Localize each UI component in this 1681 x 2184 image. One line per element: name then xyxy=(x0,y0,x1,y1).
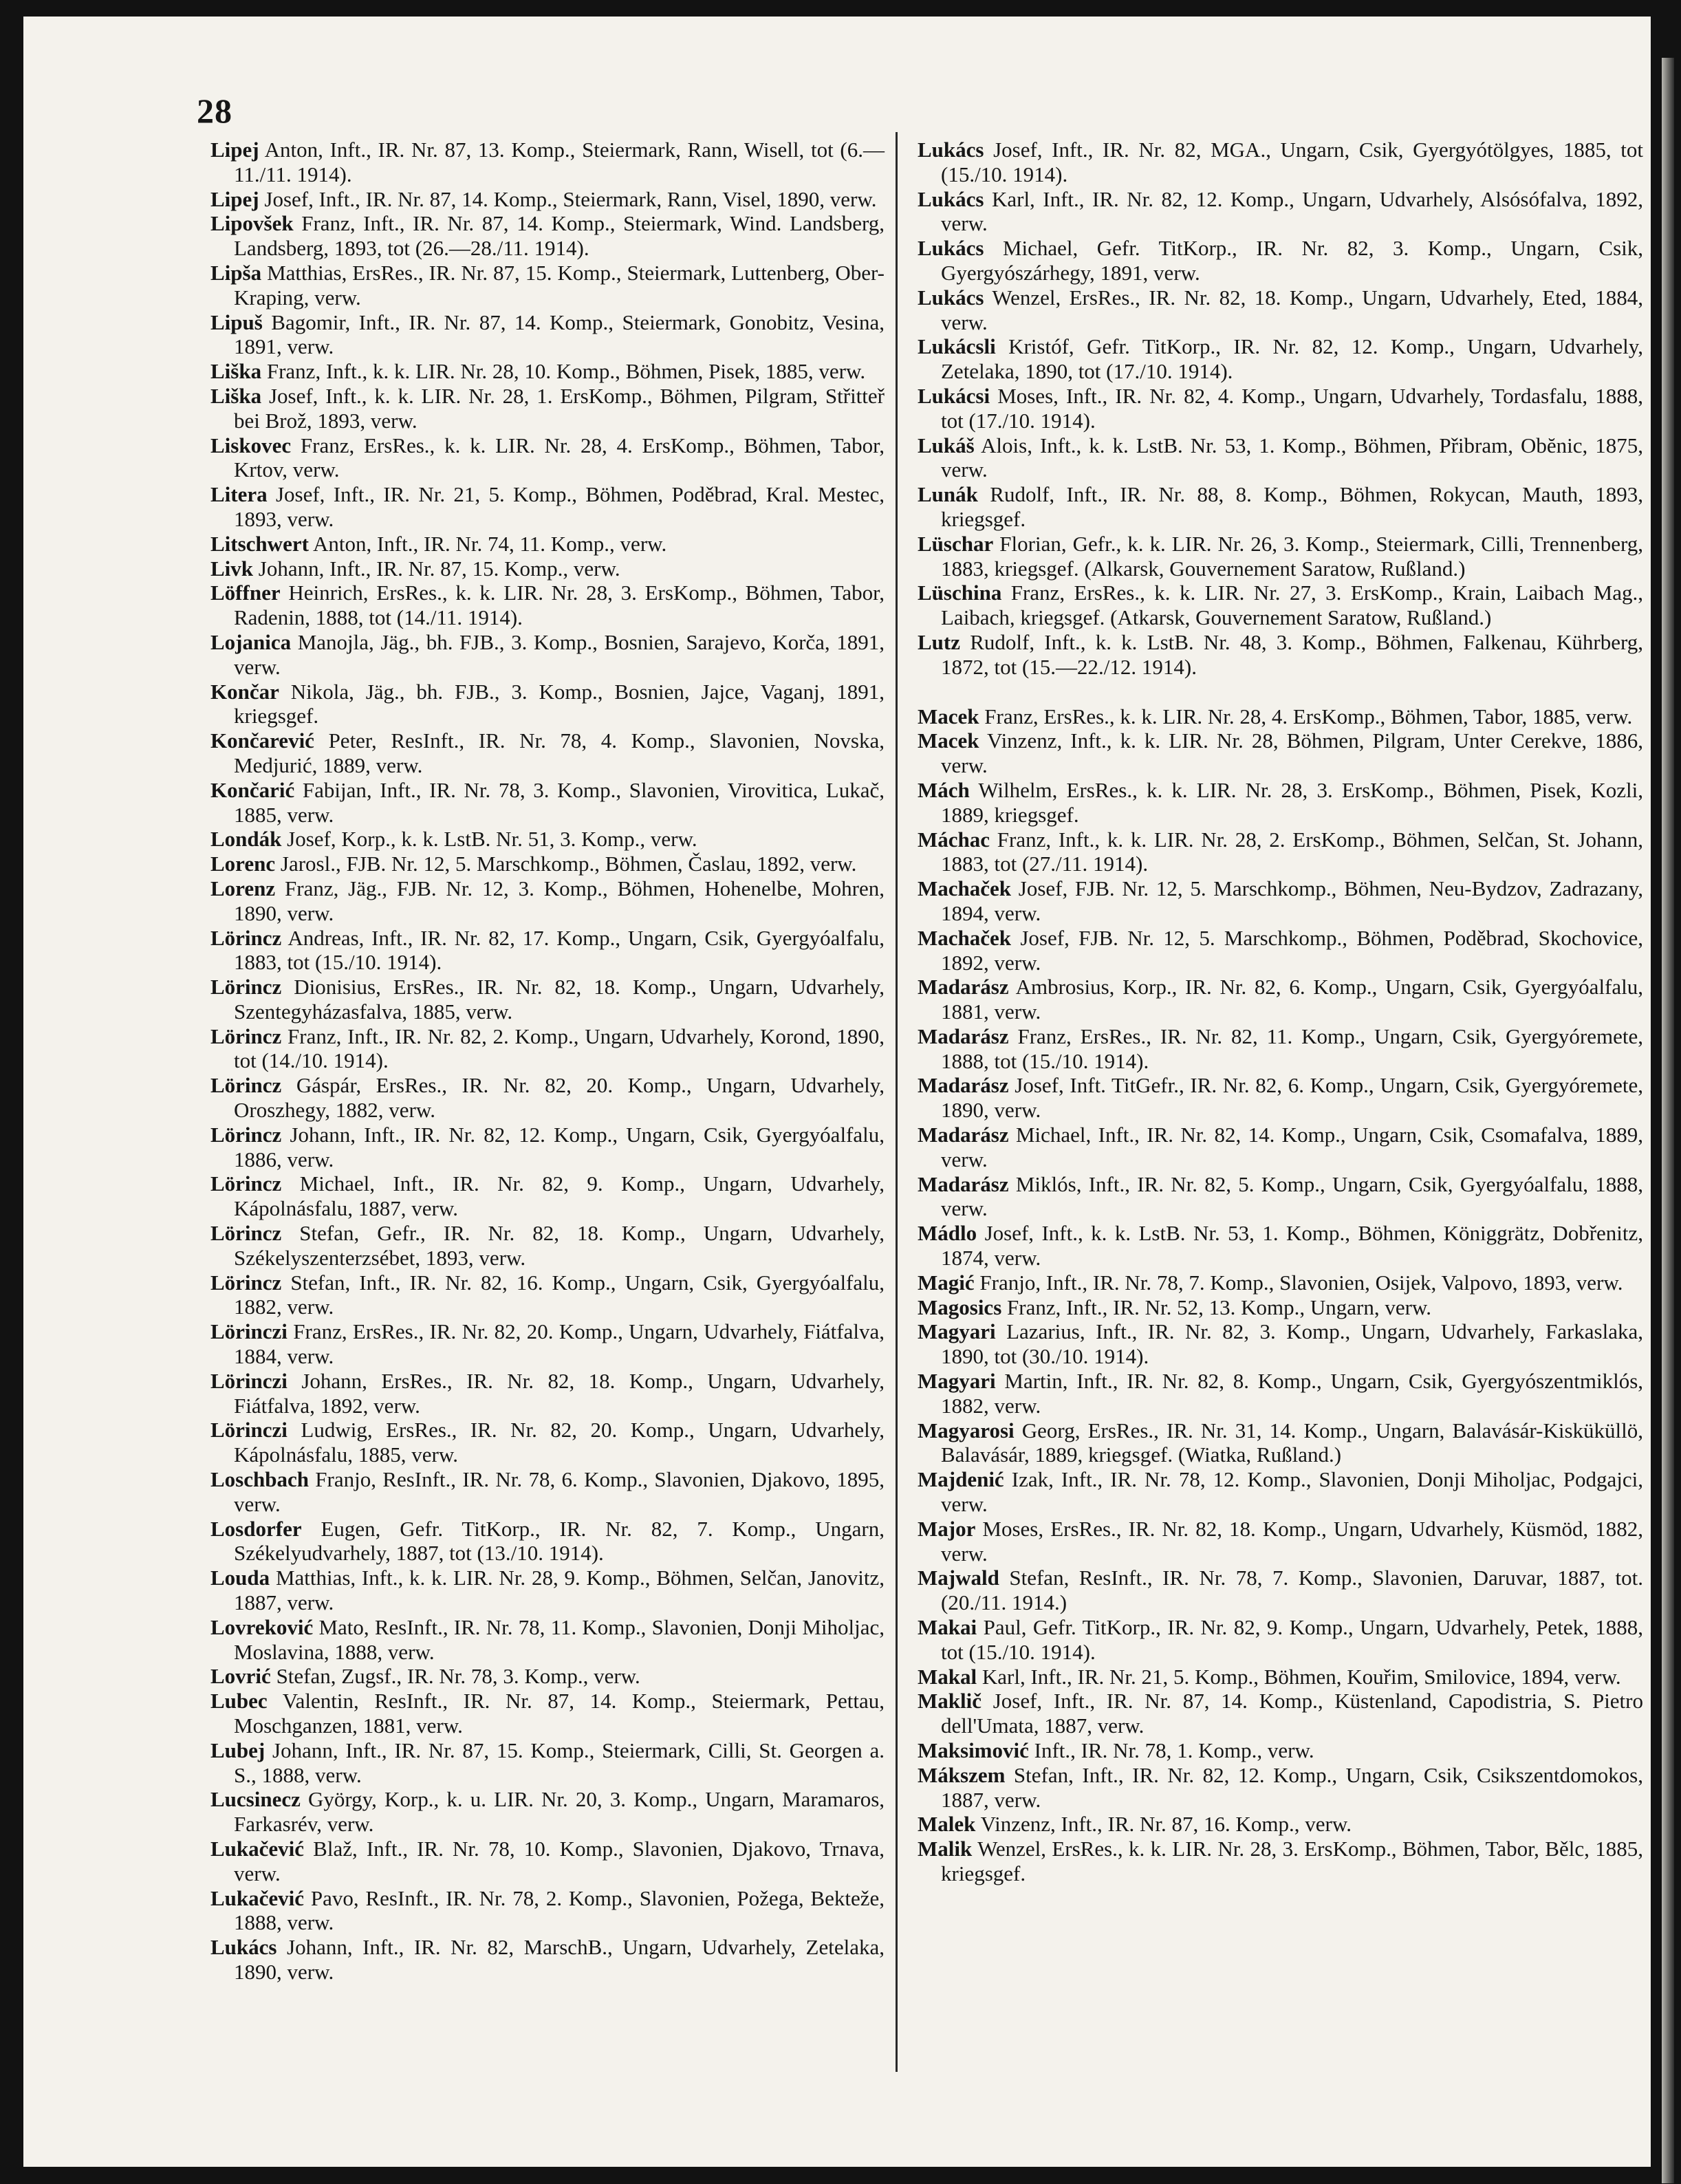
register-entry xyxy=(210,1319,885,1369)
entry-details: Florian, Gefr., k. k. LIR. Nr. 26, 3. Komp., Steiermark, Cilli, Trennenberg, 1883, kriegsgef. (Alkarsk, Gouvernement Saratow, Rußland.) xyxy=(941,531,1644,581)
register-entry xyxy=(210,1738,885,1788)
register-entry xyxy=(210,433,885,483)
entry-surname: Magyari xyxy=(918,1369,996,1394)
register-entry xyxy=(918,828,1643,877)
register-entry xyxy=(918,1172,1643,1222)
register-entry xyxy=(918,1763,1643,1813)
entry-surname: Litschwert xyxy=(210,531,309,556)
entry-details: Miklós, Inft., IR. Nr. 82, 5. Komp., Ungarn, Csik, Gyergyóalfalu, 1888, verw. xyxy=(941,1171,1643,1221)
register-entry xyxy=(210,1123,885,1172)
entry-details: Stefan, ResInft., IR. Nr. 78, 7. Komp., Slavonien, Daruvar, 1887, tot. (20./11. 1914.) xyxy=(941,1566,1643,1615)
register-entry xyxy=(210,1517,885,1566)
register-entry xyxy=(918,581,1643,630)
register-entry xyxy=(918,1517,1643,1566)
entry-surname: Madarász xyxy=(918,1123,1009,1147)
entry-surname: Macek xyxy=(918,704,979,728)
register-entry xyxy=(210,138,885,187)
entry-surname: Končarić xyxy=(210,777,295,802)
entry-details: Franz, ErsRes., IR. Nr. 82, 11. Komp., Ungarn, Csik, Gyergyóremete, 1888, tot (15./10. 1914). xyxy=(941,1024,1643,1073)
entry-details: Dionisius, ErsRes., IR. Nr. 82, 18. Komp., Ungarn, Udvarhely, Szentegyházasfalva, 1885, verw. xyxy=(234,975,885,1024)
entry-surname: Louda xyxy=(210,1566,270,1590)
entry-surname: Máchac xyxy=(918,827,990,852)
register-entry xyxy=(210,876,885,926)
entry-details: Blaž, Inft., IR. Nr. 78, 10. Komp., Slavonien, Djakovo, Trnava, verw. xyxy=(234,1836,885,1885)
entry-details: Kristóf, Gefr. TitKorp., IR. Nr. 82, 12. Komp., Ungarn, Udvarhely, Zetelaka, 1890, tot (17./10. 1914). xyxy=(941,334,1643,384)
register-entry xyxy=(210,1024,885,1074)
register-entry xyxy=(918,532,1643,581)
register-entry xyxy=(918,334,1643,384)
register-entry xyxy=(210,1271,885,1320)
entry-surname: Madarász xyxy=(918,1171,1009,1196)
entry-details: Johann, Inft., IR. Nr. 87, 15. Komp., Steiermark, Cilli, St. Georgen a. S., 1888, verw. xyxy=(234,1738,885,1787)
entry-surname: Lubec xyxy=(210,1689,268,1713)
entry-details: Vinzenz, Inft., IR. Nr. 87, 16. Komp., verw. xyxy=(980,1812,1352,1837)
register-entry xyxy=(918,876,1643,926)
entry-surname: Mách xyxy=(918,777,970,802)
entry-surname: Lipša xyxy=(210,260,262,285)
register-entry xyxy=(210,680,885,729)
entry-details: Rudolf, Inft., k. k. LstB. Nr. 48, 3. Komp., Böhmen, Falkenau, Kührberg, 1872, tot (15.—22./12. 1914). xyxy=(941,629,1643,679)
register-entry xyxy=(210,1837,885,1886)
entry-surname: Makai xyxy=(918,1615,977,1640)
entry-details: Valentin, ResInft., IR. Nr. 87, 14. Komp., Steiermark, Pettau, Moschganzen, 1881, verw. xyxy=(234,1689,885,1738)
entry-details: Franjo, Inft., IR. Nr. 78, 7. Komp., Slavonien, Osijek, Valpovo, 1893, verw. xyxy=(979,1270,1623,1295)
entry-surname: Majdenić xyxy=(918,1467,1004,1492)
column-divider xyxy=(896,132,898,2072)
entry-surname: Mádlo xyxy=(918,1221,977,1246)
entry-surname: Major xyxy=(918,1516,976,1541)
entry-details: Ambrosius, Korp., IR. Nr. 82, 6. Komp., Ungarn, Csik, Gyergyóalfalu, 1881, verw. xyxy=(941,975,1643,1024)
entry-surname: Lukácsi xyxy=(918,383,990,408)
entry-surname: Litera xyxy=(210,482,268,507)
entry-surname: Lörincz xyxy=(210,1221,282,1246)
entry-surname: Lipuš xyxy=(210,310,263,334)
entry-surname: Končarević xyxy=(210,728,314,753)
register-entry xyxy=(918,728,1643,778)
register-entry xyxy=(918,138,1643,187)
entry-details: Stefan, Inft., IR. Nr. 82, 16. Komp., Ungarn, Csik, Gyergyóalfalu, 1882, verw. xyxy=(234,1270,885,1319)
entry-details: Josef, Inft. TitGefr., IR. Nr. 82, 6. Komp., Ungarn, Csik, Gyergyóremete, 1890, verw. xyxy=(941,1073,1644,1123)
entry-surname: Machaček xyxy=(918,876,1012,901)
entry-surname: Lubej xyxy=(210,1738,265,1762)
entry-details: Georg, ErsRes., IR. Nr. 31, 14. Komp., Ungarn, Balavásár-Kisküküllö, Balavásár, 1889, kriegsgef. (Wiatka, Rußland.) xyxy=(941,1418,1643,1467)
entry-details: Fabijan, Inft., IR. Nr. 78, 3. Komp., Slavonien, Virovitica, Lukač, 1885, verw. xyxy=(234,777,885,827)
entry-details: Stefan, Gefr., IR. Nr. 82, 18. Komp., Ungarn, Udvarhely, Székelyszenterzsébet, 1893, verw. xyxy=(234,1221,885,1270)
register-entry xyxy=(210,581,885,630)
entry-details: Josef, Inft., IR. Nr. 82, MGA., Ungarn, Csik, Gyergyótölgyes, 1885, tot (15./10. 1914). xyxy=(941,138,1643,186)
register-entry xyxy=(210,1664,885,1689)
entry-details: Matthias, ErsRes., IR. Nr. 87, 15. Komp., Steiermark, Luttenberg, Ober-Kraping, verw. xyxy=(234,260,885,310)
register-entry xyxy=(918,630,1643,680)
register-entry xyxy=(918,1738,1643,1763)
entry-surname: Livk xyxy=(210,556,254,581)
register-entry xyxy=(210,532,885,556)
entry-details: Josef, Inft., IR. Nr. 21, 5. Komp., Böhmen, Poděbrad, Kral. Mestec, 1893, verw. xyxy=(234,482,885,531)
left-entries xyxy=(210,138,885,1985)
entry-details: Mato, ResInft., IR. Nr. 78, 11. Komp., Slavonien, Donji Miholjac, Moslavina, 1888, verw. xyxy=(234,1614,885,1664)
page-edge-shadow xyxy=(1662,58,1674,2183)
register-entry xyxy=(210,975,885,1024)
register-entry xyxy=(210,556,885,581)
entry-surname: Löffner xyxy=(210,581,281,605)
document-page xyxy=(23,17,1651,2167)
register-entry xyxy=(210,1787,885,1837)
entry-surname: Lörinczi xyxy=(210,1368,288,1393)
register-entry xyxy=(210,1369,885,1418)
entry-details: Josef, Inft., IR. Nr. 87, 14. Komp., Steiermark, Rann, Visel, 1890, verw. xyxy=(264,186,877,211)
register-entry xyxy=(918,1024,1643,1074)
entry-details: Gáspár, ErsRes., IR. Nr. 82, 20. Komp., Ungarn, Udvarhely, Oroszhegy, 1882, verw. xyxy=(234,1073,885,1123)
entry-details: Moses, ErsRes., IR. Nr. 82, 18. Komp., Ungarn, Udvarhely, Küsmöd, 1882, verw. xyxy=(941,1516,1644,1566)
entry-details: Bagomir, Inft., IR. Nr. 87, 14. Komp., Steiermark, Gonobitz, Vesina, 1891, verw. xyxy=(234,310,885,359)
entry-details: Jarosl., FJB. Nr. 12, 5. Marschkomp., Böhmen, Časlau, 1892, verw. xyxy=(280,852,857,876)
entry-surname: Madarász xyxy=(918,975,1009,999)
register-entry xyxy=(918,1295,1643,1320)
entry-details: Michael, Gefr. TitKorp., IR. Nr. 82, 3. Komp., Ungarn, Csik, Gyergyószárhegy, 1891, verw. xyxy=(941,236,1643,285)
right-entries-lu xyxy=(918,138,1643,680)
entry-surname: Mákszem xyxy=(918,1762,1006,1787)
entry-surname: Lorenc xyxy=(210,852,276,876)
register-entry xyxy=(210,852,885,876)
entry-details: Franz, Jäg., FJB. Nr. 12, 3. Komp., Böhmen, Hohenelbe, Mohren, 1890, verw. xyxy=(234,876,885,925)
entry-surname: Lörincz xyxy=(210,1171,282,1196)
entry-details: Josef, FJB. Nr. 12, 5. Marschkomp., Böhmen, Poděbrad, Skochovice, 1892, verw. xyxy=(941,925,1643,975)
entry-surname: Lukačević xyxy=(210,1885,305,1910)
entry-surname: Madarász xyxy=(918,1073,1009,1098)
register-entry xyxy=(918,1123,1643,1172)
register-entry xyxy=(210,1171,885,1221)
entry-details: Johann, Inft., IR. Nr. 87, 15. Komp., verw. xyxy=(258,556,620,581)
entry-details: Alois, Inft., k. k. LstB. Nr. 53, 1. Komp., Böhmen, Přibram, Obĕnic, 1875, verw. xyxy=(941,433,1643,482)
entry-surname: Macek xyxy=(918,728,979,753)
register-entry xyxy=(210,1566,885,1615)
entry-details: Michael, Inft., IR. Nr. 82, 9. Komp., Ungarn, Udvarhely, Kápolnásfalu, 1887, verw. xyxy=(234,1171,885,1221)
entry-details: Rudolf, Inft., IR. Nr. 88, 8. Komp., Böhmen, Rokycan, Mauth, 1893, kriegsgef. xyxy=(941,482,1643,531)
entry-details: Andreas, Inft., IR. Nr. 82, 17. Komp., Ungarn, Csik, Gyergyóalfalu, 1883, tot (15./10. 1914). xyxy=(234,925,885,975)
entry-surname: Madarász xyxy=(918,1024,1009,1048)
entry-surname: Liška xyxy=(210,359,262,384)
entry-surname: Magyarosi xyxy=(918,1418,1015,1442)
entry-details: Wenzel, ErsRes., IR. Nr. 82, 18. Komp., Ungarn, Udvarhely, Eted, 1884, verw. xyxy=(941,285,1643,334)
entry-details: Lazarius, Inft., IR. Nr. 82, 3. Komp., Ungarn, Udvarhely, Farkaslaka, 1890, tot (30./10. 1914). xyxy=(941,1319,1643,1369)
entry-surname: Lovreković xyxy=(210,1614,314,1639)
right-column xyxy=(918,138,1643,1886)
entry-details: Martin, Inft., IR. Nr. 82, 8. Komp., Ungarn, Csik, Gyergyószentmiklós, 1882, verw. xyxy=(941,1369,1644,1418)
register-entry xyxy=(918,975,1643,1024)
register-entry xyxy=(210,728,885,778)
entry-surname: Maklič xyxy=(918,1689,982,1713)
register-entry xyxy=(918,1812,1643,1837)
register-entry xyxy=(210,261,885,310)
register-entry xyxy=(918,187,1643,237)
entry-details: Johann, Inft., IR. Nr. 82, 12. Komp., Ungarn, Csik, Gyergyóalfalu, 1886, verw. xyxy=(234,1122,885,1171)
entry-details: Karl, Inft., IR. Nr. 21, 5. Komp., Böhmen, Kouřim, Smilovice, 1894, verw. xyxy=(982,1664,1621,1689)
entry-details: Franz, ErsRes., k. k. LIR. Nr. 27, 3. ErsKomp., Krain, Laibach Mag., Laibach, kriegsgef. (Atkarsk, Gouvernement Saratow, Rußland.) xyxy=(941,581,1643,630)
left-column xyxy=(210,138,885,1985)
entry-details: Wilhelm, ErsRes., k. k. LIR. Nr. 28, 3. ErsKomp., Böhmen, Pisek, Kozli, 1889, kriegsgef. xyxy=(941,777,1643,827)
entry-surname: Lörincz xyxy=(210,925,282,950)
entry-surname: Končar xyxy=(210,679,279,704)
entry-details: Ludwig, ErsRes., IR. Nr. 82, 20. Komp., Ungarn, Udvarhely, Kápolnásfalu, 1885, verw. xyxy=(234,1418,885,1467)
register-entry xyxy=(918,1467,1643,1517)
entry-details: Anton, Inft., IR. Nr. 74, 11. Komp., verw. xyxy=(312,531,667,556)
register-entry xyxy=(210,1689,885,1738)
entry-details: Manojla, Jäg., bh. FJB., 3. Komp., Bosnien, Sarajevo, Korča, 1891, verw. xyxy=(234,629,885,679)
register-entry xyxy=(210,384,885,433)
entry-surname: Lipovšek xyxy=(210,211,294,236)
entry-surname: Lipej xyxy=(210,186,259,211)
register-entry xyxy=(918,1073,1643,1123)
register-entry xyxy=(918,1566,1643,1615)
entry-surname: Lutz xyxy=(918,629,960,654)
entry-surname: Lunák xyxy=(918,482,978,507)
entry-details: György, Korp., k. u. LIR. Nr. 20, 3. Komp., Ungarn, Maramaros, Farkasrév, verw. xyxy=(234,1787,885,1837)
register-entry xyxy=(210,1615,885,1665)
entry-details: Franjo, ResInft., IR. Nr. 78, 6. Komp., Slavonien, Djakovo, 1895, verw. xyxy=(234,1467,885,1516)
entry-details: Franz, ErsRes., IR. Nr. 82, 20. Komp., Ungarn, Udvarhely, Fiátfalva, 1884, verw. xyxy=(234,1319,885,1369)
register-entry xyxy=(210,1418,885,1467)
entry-surname: Magyari xyxy=(918,1319,996,1344)
entry-surname: Lörincz xyxy=(210,1122,282,1147)
entry-surname: Lukács xyxy=(918,285,984,310)
entry-details: Josef, Inft., IR. Nr. 87, 14. Komp., Küstenland, Capodistria, S. Pietro dell'Umata, 1887, verw. xyxy=(941,1689,1643,1738)
entry-surname: Lukács xyxy=(918,138,984,162)
register-entry xyxy=(210,1886,885,1936)
entry-surname: Loschbach xyxy=(210,1467,309,1492)
entry-surname: Magić xyxy=(918,1270,975,1295)
register-entry xyxy=(918,433,1643,483)
entry-details: Anton, Inft., IR. Nr. 87, 13. Komp., Steiermark, Rann, Wisell, tot (6.—11./11. 1914). xyxy=(234,138,885,186)
entry-surname: Lukačević xyxy=(210,1836,305,1861)
entry-surname: Liška xyxy=(210,383,262,408)
entry-surname: Lukácsli xyxy=(918,334,996,359)
entry-surname: Lovrić xyxy=(210,1664,271,1689)
entry-surname: Majwald xyxy=(918,1566,999,1590)
register-entry xyxy=(918,778,1643,828)
entry-details: Vinzenz, Inft., k. k. LIR. Nr. 28, Böhmen, Pilgram, Unter Cerekve, 1886, verw. xyxy=(941,728,1643,778)
register-entry xyxy=(210,1221,885,1271)
entry-surname: Lörinczi xyxy=(210,1418,288,1442)
entry-details: Franz, Inft., k. k. LIR. Nr. 28, 10. Komp., Böhmen, Pisek, 1885, verw. xyxy=(266,359,866,384)
entry-surname: Magosics xyxy=(918,1295,1002,1319)
entry-details: Josef, Inft., k. k. LIR. Nr. 28, 1. ErsKomp., Böhmen, Pilgram, Střitteř bei Brož, 1893, verw. xyxy=(234,383,885,433)
entry-details: Paul, Gefr. TitKorp., IR. Nr. 82, 9. Komp., Ungarn, Udvarhely, Petek, 1888, tot (15./10. 1914). xyxy=(941,1615,1644,1664)
entry-surname: Lüschina xyxy=(918,581,1002,605)
register-entry xyxy=(210,187,885,212)
register-entry xyxy=(918,1615,1643,1665)
register-entry xyxy=(918,1369,1643,1418)
register-entry xyxy=(210,1467,885,1517)
entry-details: Josef, Korp., k. k. LstB. Nr. 51, 3. Komp., verw. xyxy=(287,827,697,852)
entry-details: Franz, ErsRes., k. k. LIR. Nr. 28, 4. ErsKomp., Böhmen, Tabor, 1885, verw. xyxy=(984,704,1633,728)
register-entry xyxy=(918,926,1643,975)
entry-details: Matthias, Inft., k. k. LIR. Nr. 28, 9. Komp., Böhmen, Selčan, Janovitz, 1887, verw. xyxy=(234,1566,885,1615)
entry-surname: Lucsinecz xyxy=(210,1787,301,1812)
register-entry xyxy=(210,310,885,360)
entry-surname: Lörincz xyxy=(210,1270,282,1295)
entry-details: Pavo, ResInft., IR. Nr. 78, 2. Komp., Slavonien, Požega, Bektеže, 1888, verw. xyxy=(234,1885,885,1935)
register-entry xyxy=(210,211,885,261)
entry-surname: Lörincz xyxy=(210,1073,282,1098)
register-entry xyxy=(210,926,885,975)
section-gap xyxy=(918,680,1643,704)
entry-surname: Lörinczi xyxy=(210,1319,288,1344)
entry-details: Johann, Inft., IR. Nr. 82, MarschB., Ungarn, Udvarhely, Zetelaka, 1890, verw. xyxy=(234,1935,885,1984)
entry-surname: Liskovec xyxy=(210,433,292,457)
entry-surname: Lukács xyxy=(210,1935,277,1960)
entry-details: Michael, Inft., IR. Nr. 82, 14. Komp., Ungarn, Csik, Csomafalva, 1889, verw. xyxy=(941,1123,1643,1171)
register-entry xyxy=(210,630,885,680)
entry-details: Stefan, Inft., IR. Nr. 82, 12. Komp., Ungarn, Csik, Csikszentdomokos, 1887, verw. xyxy=(941,1762,1643,1812)
entry-surname: Machaček xyxy=(918,925,1012,950)
entry-surname: Londák xyxy=(210,827,282,852)
page-number: 28 xyxy=(197,91,232,130)
entry-details: Eugen, Gefr. TitKorp., IR. Nr. 82, 7. Komp., Ungarn, Székelyudvarhely, 1887, tot (13./10. 1914). xyxy=(234,1516,885,1566)
register-entry xyxy=(918,1418,1643,1468)
entry-details: Josef, FJB. Nr. 12, 5. Marschkomp., Böhmen, Neu-Bydzov, Zadrazany, 1894, verw. xyxy=(941,876,1643,925)
entry-surname: Lojanica xyxy=(210,629,292,654)
entry-details: Josef, Inft., k. k. LstB. Nr. 53, 1. Komp., Böhmen, Königgrätz, Dobřenitz, 1874, verw. xyxy=(941,1221,1644,1271)
entry-details: Franz, Inft., k. k. LIR. Nr. 28, 2. ErsKomp., Böhmen, Selčan, St. Johann, 1883, tot (27./11. 1914). xyxy=(941,827,1643,876)
register-entry xyxy=(210,482,885,532)
entry-details: Wenzel, ErsRes., k. k. LIR. Nr. 28, 3. ErsKomp., Böhmen, Tabor, Bělc, 1885, kriegsgef. xyxy=(941,1837,1643,1885)
entry-details: Karl, Inft., IR. Nr. 82, 12. Komp., Ungarn, Udvarhely, Alsósófalva, 1892, verw. xyxy=(941,186,1644,236)
register-entry xyxy=(918,1665,1643,1689)
register-entry xyxy=(918,384,1643,433)
register-entry xyxy=(918,482,1643,532)
entry-details: Peter, ResInft., IR. Nr. 78, 4. Komp., Slavonien, Novska, Medjurić, 1889, verw. xyxy=(234,728,885,777)
entry-details: Heinrich, ErsRes., k. k. LIR. Nr. 28, 3. ErsKomp., Böhmen, Tabor, Radenin, 1888, tot (14./11. 1914). xyxy=(234,581,885,630)
register-entry xyxy=(918,1271,1643,1295)
entry-surname: Lipej xyxy=(210,138,259,162)
entry-surname: Lüschar xyxy=(918,531,994,556)
entry-surname: Losdorfer xyxy=(210,1516,302,1541)
register-entry xyxy=(210,778,885,828)
register-entry xyxy=(918,1689,1643,1738)
entry-surname: Lörincz xyxy=(210,975,282,999)
register-entry xyxy=(918,285,1643,335)
entry-surname: Malek xyxy=(918,1812,976,1837)
entry-details: Moses, Inft., IR. Nr. 82, 4. Komp., Ungarn, Udvarhely, Tordasfalu, 1888, tot (17./10. 1914). xyxy=(941,383,1644,433)
register-entry xyxy=(918,1837,1643,1886)
register-entry xyxy=(210,827,885,852)
register-entry xyxy=(918,236,1643,285)
register-entry xyxy=(918,1221,1643,1271)
entry-details: Johann, ErsRes., IR. Nr. 82, 18. Komp., Ungarn, Udvarhely, Fiátfalva, 1892, verw. xyxy=(234,1368,885,1418)
entry-surname: Maksimović xyxy=(918,1738,1029,1762)
entry-surname: Lörincz xyxy=(210,1024,282,1048)
entry-details: Franz, Inft., IR. Nr. 52, 13. Komp., Ungarn, verw. xyxy=(1007,1295,1432,1319)
entry-details: Nikola, Jäg., bh. FJB., 3. Komp., Bosnien, Jajce, Vaganj, 1891, kriegsgef. xyxy=(234,679,885,728)
entry-surname: Lukáš xyxy=(918,433,975,457)
right-entries-ma xyxy=(918,704,1643,1886)
entry-surname: Makal xyxy=(918,1664,977,1689)
entry-surname: Lorenz xyxy=(210,876,276,900)
entry-details: Franz, Inft., IR. Nr. 87, 14. Komp., Steiermark, Wind. Landsberg, Landsberg, 1893, tot (26.—28./11. 1914). xyxy=(234,211,885,261)
register-entry xyxy=(210,1935,885,1985)
entry-details: Inft., IR. Nr. 78, 1. Komp., verw. xyxy=(1034,1738,1314,1762)
entry-details: Izak, Inft., IR. Nr. 78, 12. Komp., Slavonien, Donji Miholjac, Podgajci, verw. xyxy=(941,1467,1643,1517)
register-entry xyxy=(918,704,1643,729)
entry-surname: Lukács xyxy=(918,236,984,261)
entry-details: Franz, Inft., IR. Nr. 82, 2. Komp., Ungarn, Udvarhely, Korond, 1890, tot (14./10. 1914). xyxy=(234,1024,885,1073)
register-entry xyxy=(210,359,885,384)
register-entry xyxy=(210,1073,885,1123)
register-entry xyxy=(918,1319,1643,1369)
entry-details: Franz, ErsRes., k. k. LIR. Nr. 28, 4. ErsKomp., Böhmen, Tabor, Krtov, verw. xyxy=(234,433,885,482)
entry-surname: Malik xyxy=(918,1837,973,1861)
entry-surname: Lukács xyxy=(918,186,984,211)
entry-details: Stefan, Zugsf., IR. Nr. 78, 3. Komp., verw. xyxy=(276,1664,640,1689)
